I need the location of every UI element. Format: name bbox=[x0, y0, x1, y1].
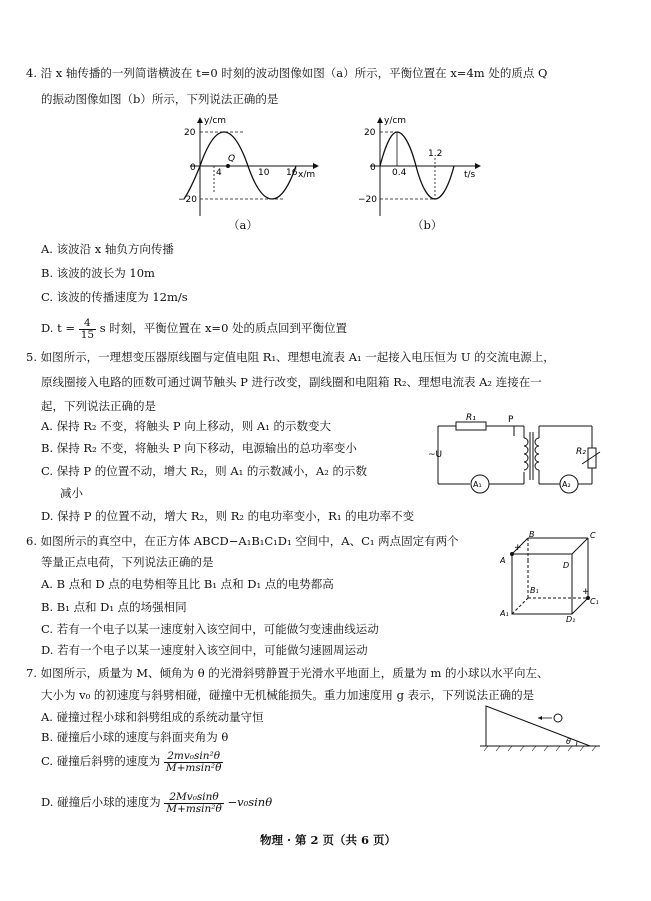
q5-option-b: B. 保持 R₂ 不变，将触头 P 向下移动，电源输出的总功率变小 bbox=[41, 441, 357, 455]
q5-label-u: ~U bbox=[428, 450, 443, 460]
q7-option-d bbox=[41, 789, 272, 815]
page-footer: 物理 · 第 2 页（共 6 页） bbox=[260, 833, 397, 847]
q5-option-a: A. 保持 R₂ 不变，将触头 P 向上移动，则 A₁ 的示数变大 bbox=[41, 419, 331, 433]
q7-option-c-num: 2mv₀sin²θ bbox=[164, 751, 224, 763]
q4-option-d bbox=[41, 316, 347, 341]
q7-option-a: A. 碰撞过程小球和斜劈组成的系统动量守恒 bbox=[41, 710, 264, 724]
q5-label-r2: R₂ bbox=[576, 447, 586, 457]
q5-option-d: D. 保持 P 的位置不动，增大 R₂，则 R₂ 的电功率变小，R₁ 的电功率不变 bbox=[41, 509, 415, 523]
q4-option-d-num: 4 bbox=[79, 318, 96, 330]
q4b-ylabel: y/cm bbox=[384, 116, 407, 126]
q5-label-p: P bbox=[508, 415, 514, 425]
q7-option-d-num: 2Mv₀sinθ bbox=[164, 792, 224, 804]
q4b-xtick-1.2: 1.2 bbox=[428, 149, 443, 159]
q7-wedge-diagram bbox=[478, 702, 603, 752]
q4-graph-a-caption: （a） bbox=[228, 218, 258, 232]
q4b-xlabel: t/s bbox=[464, 170, 476, 180]
q5-label-a1: A₁ bbox=[473, 480, 482, 489]
q5-circuit-diagram bbox=[428, 412, 618, 497]
q6-label-c1: C₁ bbox=[590, 597, 599, 606]
q4b-xtick-0.4: 0.4 bbox=[392, 168, 407, 178]
q6-label-d: D bbox=[563, 561, 570, 570]
q7-angle-theta: θ bbox=[566, 737, 571, 746]
q4-stem-line1: 4. 沿 x 轴传播的一列简谐横波在 t=0 时刻的波动图像如图（a）所示，平衡位置在 x=4m 处的质点 Q bbox=[26, 66, 548, 80]
q5-option-c-line1: C. 保持 P 的位置不动，增大 R₂，则 A₁ 的示数减小，A₂ 的示数 bbox=[41, 464, 367, 478]
q4-option-d-prefix: D. t = bbox=[41, 321, 76, 335]
q4a-point-q: Q bbox=[228, 154, 236, 164]
q6-label-a1: A₁ bbox=[500, 609, 509, 618]
q4a-ylabel: y/cm bbox=[204, 116, 227, 126]
q7-option-b: B. 碰撞后小球的速度与斜面夹角为 θ bbox=[41, 730, 229, 744]
q5-stem-line1: 5. 如图所示，一理想变压器原线圈与定值电阻 R₁、理想电流表 A₁ 一起接入电压恒为 U 的交流电源上， bbox=[26, 350, 555, 364]
q6-label-a: A bbox=[500, 556, 506, 565]
q4b-ytick-neg20: −20 bbox=[358, 195, 377, 205]
q5-label-a2: A₂ bbox=[562, 480, 571, 489]
q4-stem-line2: 的振动图像如图（b）所示，下列说法正确的是 bbox=[41, 92, 279, 106]
q7-stem-line1: 7. 如图所示，质量为 M、倾角为 θ 的光滑斜劈静置于光滑水平地面上，质量为 m 的小球以水平向左、 bbox=[26, 666, 549, 680]
q6-label-b1: B₁ bbox=[530, 586, 539, 595]
q4a-xtick-10: 10 bbox=[258, 168, 270, 178]
q7-option-d-den: M+msin²θ bbox=[166, 802, 222, 815]
q4-option-d-fraction bbox=[79, 318, 96, 341]
q4-option-c: C. 该波的传播速度为 12m/s bbox=[41, 290, 188, 304]
q5-stem-line3: 起，下列说法正确的是 bbox=[41, 399, 156, 413]
q5-stem-line2: 原线圈接入电路的匝数可通过调节触头 P 进行改变，副线圈和电阻箱 R₂、理想电流表 A₂ 连接在一 bbox=[41, 375, 542, 389]
q7-option-c-fraction bbox=[164, 751, 224, 774]
q4-option-a: A. 该波沿 x 轴负方向传播 bbox=[41, 242, 174, 256]
q4-graph-a bbox=[170, 113, 330, 233]
q4a-xtick-4: 4 bbox=[216, 168, 222, 178]
q6-label-b: B bbox=[529, 530, 535, 539]
q4a-ytick-0: 0 bbox=[190, 163, 196, 173]
q7-option-d-prefix: D. 碰撞后小球的速度为 bbox=[41, 795, 161, 809]
q4a-ytick-20: 20 bbox=[184, 128, 196, 138]
q6-charge-a: + bbox=[514, 543, 522, 553]
q6-option-c: C. 若有一个电子以某一速度射入该空间中，可能做匀变速曲线运动 bbox=[41, 622, 379, 636]
q6-option-b: B. B₁ 点和 D₁ 点的场强相同 bbox=[41, 600, 187, 614]
q6-charge-c1: + bbox=[582, 587, 590, 597]
q7-option-d-fraction bbox=[164, 792, 224, 815]
q6-option-a: A. B 点和 D 点的电势相等且比 B₁ 点和 D₁ 点的电势都高 bbox=[41, 577, 334, 591]
q7-option-c-den: M+msin²θ bbox=[165, 761, 222, 774]
q4-option-d-den: 15 bbox=[80, 328, 95, 341]
q6-stem-line2: 等量正点电荷，下列说法正确的是 bbox=[41, 555, 214, 569]
q6-label-c: C bbox=[590, 531, 596, 540]
q6-label-d1: D₁ bbox=[566, 615, 576, 623]
q4a-xtick-16: 16 bbox=[286, 168, 298, 178]
q4a-xlabel: x/m bbox=[298, 170, 316, 180]
q4a-ytick-neg20: −20 bbox=[178, 195, 197, 205]
q4-graph-b bbox=[350, 113, 490, 233]
q7-option-c-prefix: C. 碰撞后斜劈的速度为 bbox=[41, 754, 161, 768]
q4b-ytick-20: 20 bbox=[364, 128, 376, 138]
q4-option-d-suffix: s 时刻，平衡位置在 x=0 处的质点回到平衡位置 bbox=[99, 321, 348, 335]
q4-graph-b-caption: （b） bbox=[412, 218, 443, 232]
q5-option-c-line2: 减小 bbox=[60, 486, 83, 500]
q6-stem-line1: 6. 如图所示的真空中，在正方体 ABCD−A₁B₁C₁D₁ 空间中，A、C₁ 两点固定有两个 bbox=[26, 534, 459, 548]
q6-option-d: D. 若有一个电子以某一速度射入该空间中，可能做匀速圆周运动 bbox=[41, 643, 368, 657]
q4-option-b: B. 该波的波长为 10m bbox=[41, 266, 155, 280]
q5-label-r1: R₁ bbox=[466, 413, 476, 423]
q6-cube-diagram bbox=[500, 528, 610, 623]
q7-option-c bbox=[41, 748, 223, 774]
q7-option-d-suffix: −v₀sinθ bbox=[227, 795, 273, 809]
q7-stem-line2: 大小为 v₀ 的初速度与斜劈相碰，碰撞中无机械能损失。重力加速度用 g 表示，下列说法正确的是 bbox=[41, 688, 535, 702]
q4b-ytick-0: 0 bbox=[370, 163, 376, 173]
